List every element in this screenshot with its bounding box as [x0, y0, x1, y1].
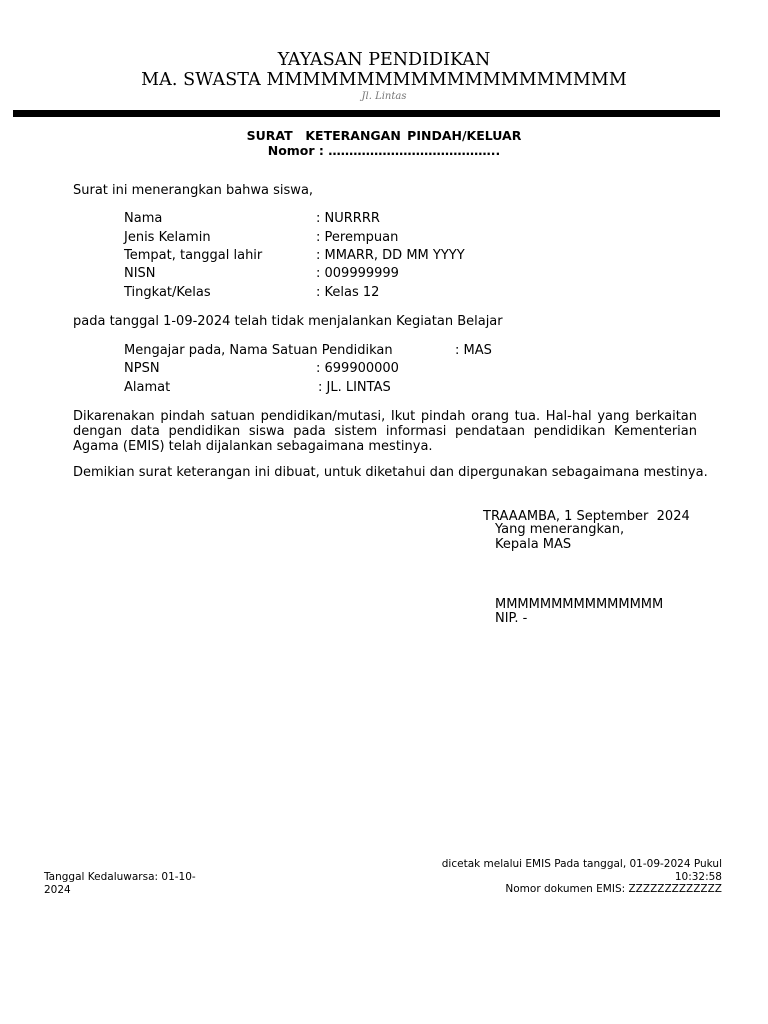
closing-paragraph: Demikian surat keterangan ini dibuat, untuk diketahui dan dipergunakan sebagaimana mestinya. — [73, 465, 708, 480]
document-title: SURAT KETERANGAN PINDAH/KELUAR — [246, 128, 522, 143]
npsn-label: NPSN — [124, 361, 160, 376]
document-number: Nomor : ………………………………….. — [267, 143, 501, 158]
school-address: Jl. Lintas — [361, 91, 407, 102]
class-value: : Kelas 12 — [316, 285, 380, 300]
npsn-value: : 699900000 — [316, 361, 399, 376]
class-label: Tingkat/Kelas — [124, 285, 211, 300]
signer-name: MMMMMMMMMMMMMMM — [495, 597, 664, 612]
school-name: MA. SWASTA MMMMMMMMMMMMMMMMMMMM — [141, 70, 627, 90]
school-label: Mengajar pada, Nama Satuan Pendidikan — [124, 343, 393, 358]
address-value: : JL. LINTAS — [318, 380, 391, 395]
address-label: Alamat — [124, 380, 171, 395]
birth-label: Tempat, tanggal lahir — [124, 248, 263, 263]
signer-title: Kepala MAS — [495, 537, 572, 552]
signer-nip: NIP. - — [495, 611, 528, 626]
place-date: TRAAAMBA, 1 September 2024 — [483, 509, 690, 524]
signer-role: Yang menerangkan, — [495, 522, 625, 537]
expiry-date: Tanggal Kedaluwarsa: 01-10-2024 — [44, 871, 196, 896]
print-info — [442, 858, 722, 896]
birth-value: : MMARR, DD MM YYYY — [316, 248, 465, 263]
gender-label: Jenis Kelamin — [124, 230, 211, 245]
emis-document-number: Nomor dokumen EMIS: ZZZZZZZZZZZZZ — [505, 883, 722, 895]
letterhead-rule — [13, 110, 720, 117]
date-statement: pada tanggal 1-09-2024 telah tidak menjalankan Kegiatan Belajar — [73, 314, 503, 329]
student-name-label: Nama — [124, 211, 163, 226]
school-value: : MAS — [455, 343, 492, 358]
print-timestamp-line2: 10:32:58 — [674, 870, 722, 883]
gender-value: : Perempuan — [316, 230, 399, 245]
nisn-value: : 009999999 — [316, 266, 399, 281]
nisn-label: NISN — [124, 266, 156, 281]
reason-paragraph: Dikarenakan pindah satuan pendidikan/mutasi, Ikut pindah orang tua. Hal-hal yang berkaitan dengan data pendidikan siswa pada sistem informasi pendataan pendidikan Kementerian Agama (EMIS) telah dijalankan sebagaimana mestinya. — [73, 409, 697, 454]
intro-text: Surat ini menerangkan bahwa siswa, — [73, 183, 314, 198]
student-name-value: : NURRRR — [316, 211, 380, 226]
print-timestamp-line1: dicetak melalui EMIS Pada tanggal, 01-09-2024 Pukul — [441, 858, 722, 870]
foundation-name: YAYASAN PENDIDIKAN — [277, 50, 491, 70]
